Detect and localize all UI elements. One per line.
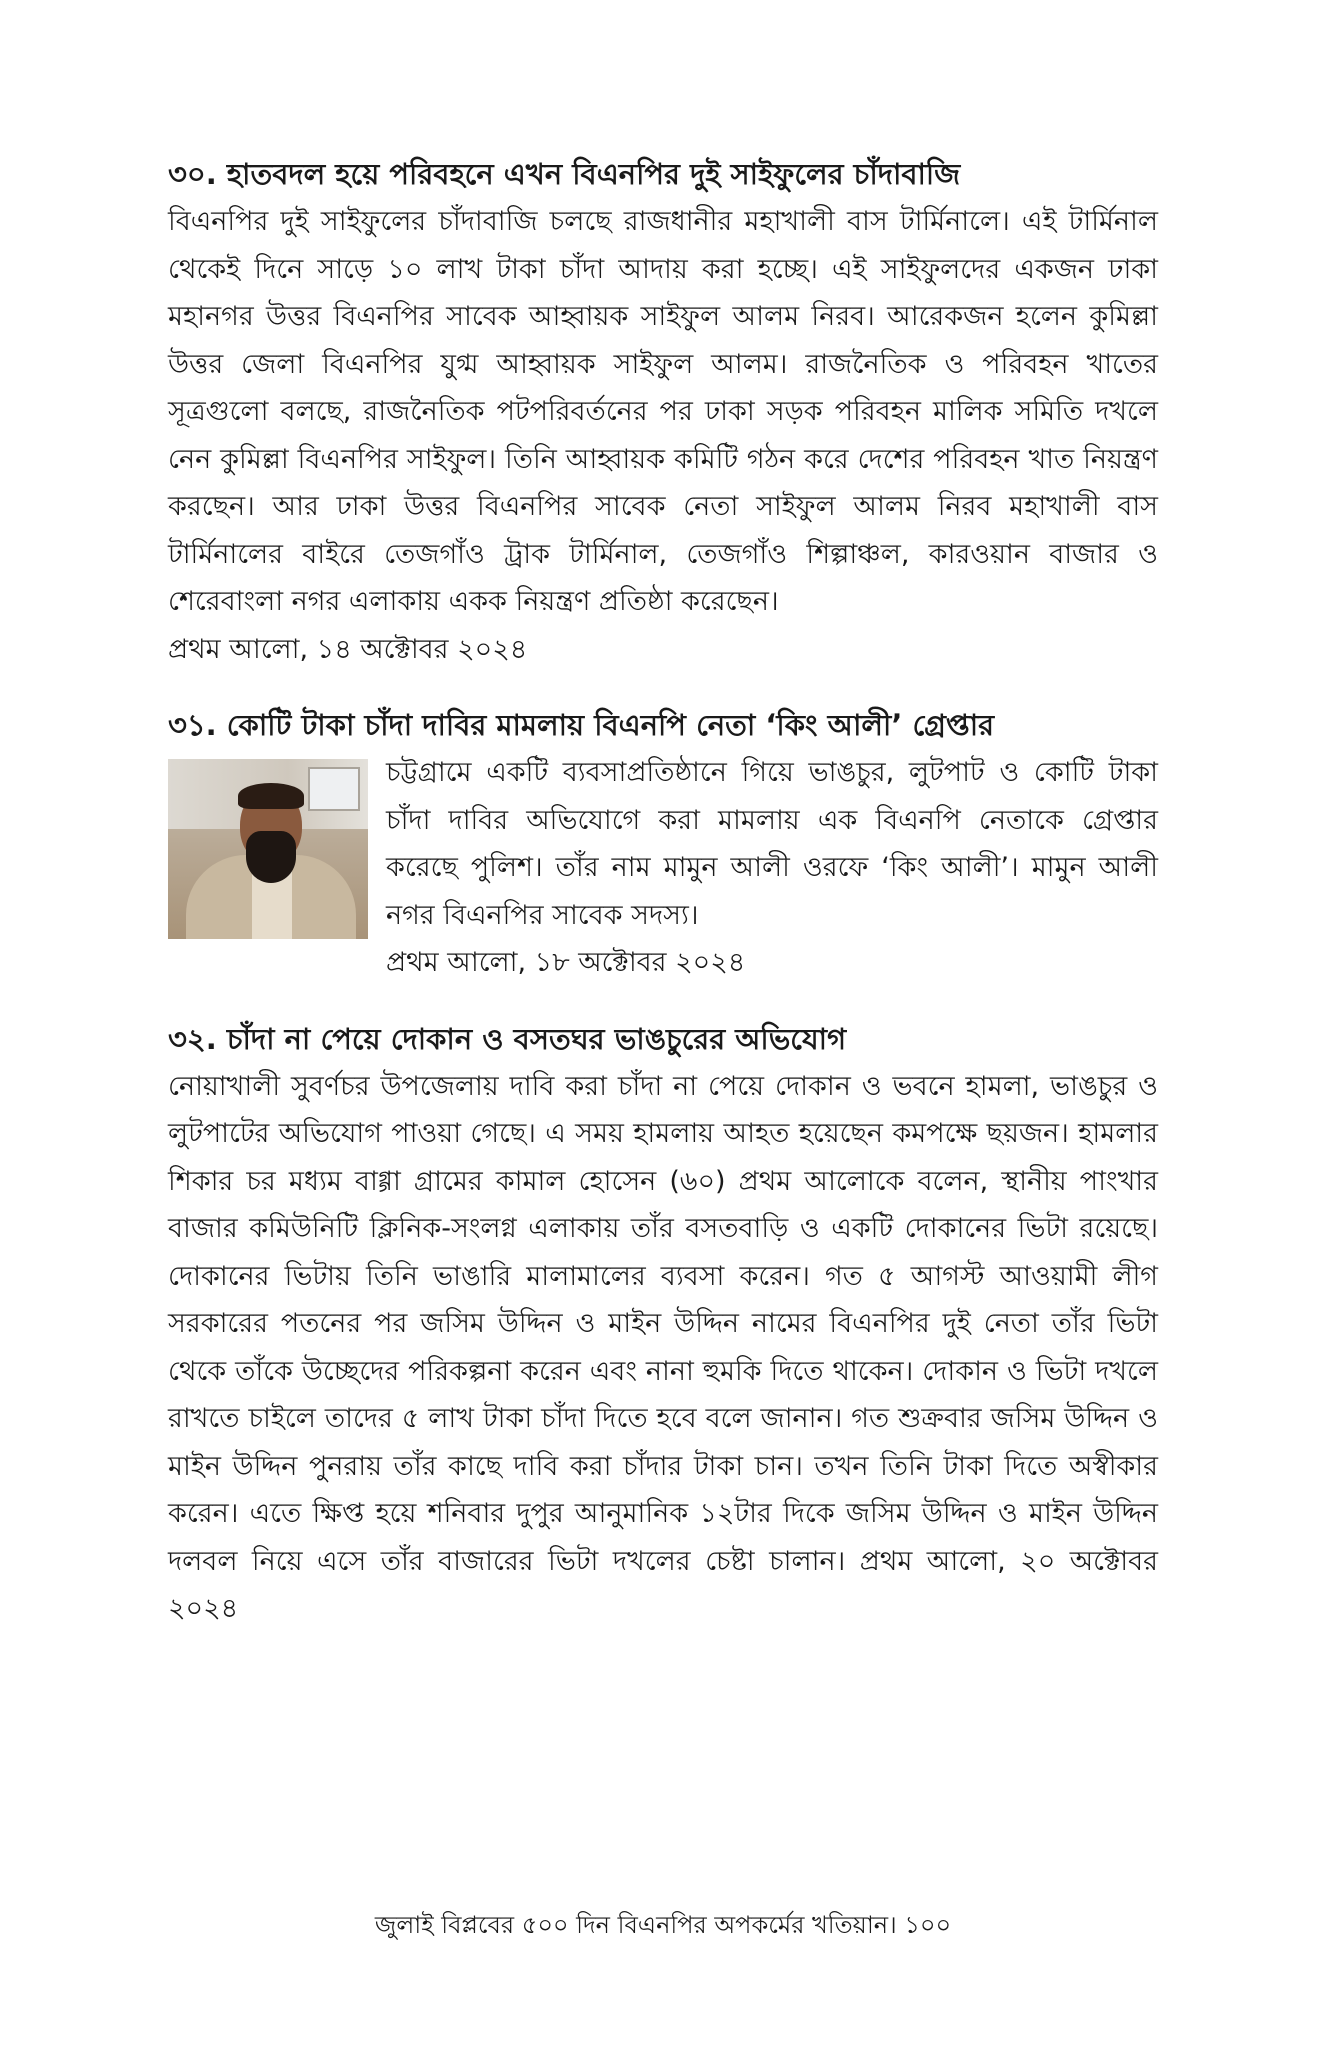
article-30-body: বিএনপির দুই সাইফুলের চাঁদাবাজি চলছে রাজধানীর মহাখালী বাস টার্মিনালে। এই টার্মিনাল থেকেই দিনে সাড়ে ১০ লাখ টাকা চাঁদা আদায় করা হচ্ছে। এই সাইফুলদের একজন ঢাকা মহানগর উত্তর বিএনপির সাবেক আহ্বায়ক সাইফুল আলম নিরব। আরেকজন হলেন কুমিল্লা উত্তর জেলা বিএনপির যুগ্ম আহ্বায়ক সাইফুল আলম। রাজনৈতিক ও পরিবহন খাতের সূত্রগুলো বলছে, রাজনৈতিক পটপরিবর্তনের পর ঢাকা সড়ক পরিবহন মালিক সমিতি দখলে নেন কুমিল্লা বিএনপির সাইফুল। তিনি আহ্বায়ক কমিটি গঠন করে দেশের পরিবহন খাত নিয়ন্ত্রণ করছেন। আর ঢাকা উত্তর বিএনপির সাবেক নেতা সাইফুল আলম নিরব মহাখালী বাস টার্মিনালের বাইরে তেজগাঁও ট্রাক টার্মিনাল, তেজগাঁও শিল্পাঞ্চল, কারওয়ান বাজার ও শেরেবাংলা নগর এলাকায় একক নিয়ন্ত্রণ প্রতিষ্ঠা করেছেন। (168, 206, 1158, 617)
article-31-headline: ৩১. কোটি টাকা চাঁদা দাবির মামলায় বিএনপি নেতা ‘কিং আলী’ গ্রেপ্তার (168, 708, 995, 742)
article-31-body: চট্টগ্রামে একটি ব্যবসাপ্রতিষ্ঠানে গিয়ে ভাঙচুর, লুটপাট ও কোটি টাকা চাঁদা দাবির অভিযোগে করা মামলায় এক বিএনপি নেতাকে গ্রেপ্তার করেছে পুলিশ। তাঁর নাম মামুন আলী ওরফে ‘কিং আলী’। মামুন আলী নগর বিএনপির সাবেক সদস্য। (386, 757, 1158, 931)
article-30-headline: ৩০. হাতবদল হয়ে পরিবহনে এখন বিএনপির দুই সাইফুলের চাঁদাবাজি (168, 157, 961, 191)
article-32-body: নোয়াখালী সুবর্ণচর উপজেলায় দাবি করা চাঁদা না পেয়ে দোকান ও ভবনে হামলা, ভাঙচুর ও লুটপাটের অভিযোগ পাওয়া গেছে। এ সময় হামলায় আহত হয়েছেন কমপক্ষে ছয়জন। হামলার শিকার চর মধ্যম বাগ্গা গ্রামের কামাল হোসেন (৬০) প্রথম আলোকে বলেন, স্থানীয় পাংখার বাজার কমিউনিটি ক্লিনিক-সংলগ্ন এলাকায় তাঁর বসতবাড়ি ও একটি দোকানের ভিটা রয়েছে। দোকানের ভিটায় তিনি ভাঙারি মালামালের ব্যবসা করেন। গত ৫ আগস্ট আওয়ামী লীগ সরকারের পতনের পর জসিম উদ্দিন ও মাইন উদ্দিন নামের বিএনপির দুই নেতা তাঁর ভিটা থেকে তাঁকে উচ্ছেদের পরিকল্পনা করেন এবং নানা হুমকি দিতে থাকেন। দোকান ও ভিটা দখলে রাখতে চাইলে তাদের ৫ লাখ টাকা চাঁদা দিতে হবে বলে জানান। গত শুক্রবার জসিম উদ্দিন ও মাইন উদ্দিন পুনরায় তাঁর কাছে দাবি করা চাঁদার টাকা চান। তখন তিনি টাকা দিতে অস্বীকার করেন। এতে ক্ষিপ্ত হয়ে শনিবার দুপুর আনুমানিক ১২টার দিকে জসিম উদ্দিন ও মাইন উদ্দিন দলবল নিয়ে এসে তাঁর বাজারের ভিটা দখলের চেষ্টা চালান। প্রথম আলো, ২০ অক্টোবর ২০২৪ (168, 1070, 1158, 1624)
page-footer: জুলাই বিপ্লবের ৫০০ দিন বিএনপির অপকর্মের খতিয়ান। ১০০ (374, 1911, 952, 1939)
article-30 (168, 150, 1158, 673)
article-30-source: প্রথম আলো, ১৪ অক্টোবর ২০২৪ (168, 633, 528, 665)
article-32-headline: ৩২. চাঁদা না পেয়ে দোকান ও বসতঘর ভাঙচুরের অভিযোগ (168, 1021, 847, 1056)
article-31 (168, 701, 1158, 987)
article-31-content (168, 749, 1158, 987)
article-31-source: প্রথম আলো, ১৮ অক্টোবর ২০২৪ (386, 947, 746, 978)
article-32 (168, 1015, 1158, 1633)
person-photo (168, 759, 368, 939)
page-content (168, 150, 1158, 1633)
article-31-text (386, 749, 1158, 987)
